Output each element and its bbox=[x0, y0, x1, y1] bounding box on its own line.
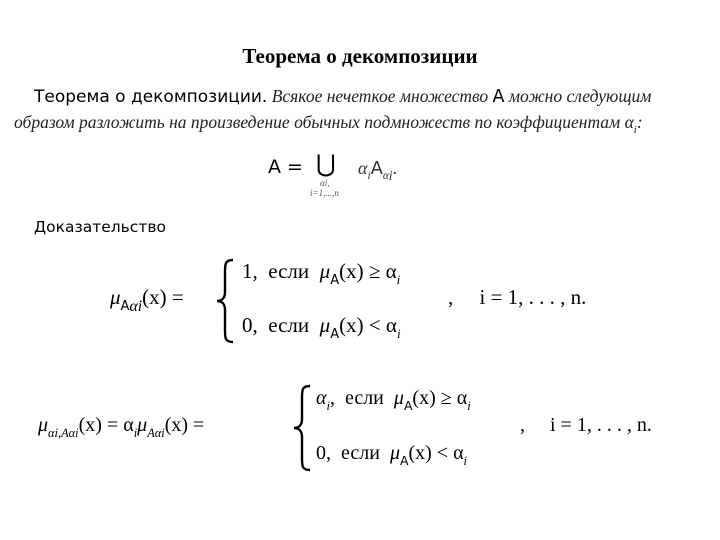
theorem-statement bbox=[14, 84, 714, 138]
f3-brace bbox=[290, 384, 314, 472]
colon: : bbox=[636, 112, 643, 132]
coef-sub: i bbox=[633, 123, 637, 136]
union-symbol: ⋃ bbox=[316, 152, 336, 178]
f2-tail: , i = 1, . . . , n. bbox=[448, 285, 587, 309]
theorem-text-part2: можно следующим образом разложить на произведение обычных подмножеств по коэффициентам bbox=[14, 86, 652, 132]
f2-case2: 0, если $\mu_A(x) < \alpha_i$ bbox=[242, 313, 401, 342]
f3-lhs: $\mu_{\alpha i,A\alpha i}(x) = \alpha_i\mu_{A\alpha i}(x)$ = bbox=[38, 414, 205, 440]
formula1-lhs: A = bbox=[268, 156, 303, 178]
f3-tail: , i = 1, . . . , n. bbox=[520, 414, 652, 436]
coef-alpha: α bbox=[624, 112, 634, 132]
f2-brace bbox=[213, 258, 237, 344]
union-under-bottom: i=1,...,n bbox=[310, 188, 339, 198]
f3-case1: $\alpha_i$, если $\mu_A(x) \ge \alpha_i$ bbox=[316, 387, 471, 413]
f2-lhs: $\mu_{A\alpha i}(x)$ = bbox=[110, 285, 184, 316]
formula1-rhs: $\alpha_iA_{\alpha i}$. bbox=[358, 158, 398, 184]
proof-label: Доказательство bbox=[34, 218, 166, 236]
union-under-top: αi, bbox=[320, 178, 330, 188]
set-symbol: A bbox=[492, 87, 505, 107]
theorem-text-part1: Всякое нечеткое множество bbox=[271, 86, 489, 106]
f2-case1: 1, если $\mu_A(x) \ge \alpha_i$ bbox=[242, 259, 401, 288]
theorem-lead: Теорема о декомпозиции. bbox=[34, 87, 268, 107]
slide-title: Теорема о декомпозиции bbox=[242, 44, 478, 68]
f3-case2: 0, если $\mu_A(x) < \alpha_i$ bbox=[316, 442, 467, 468]
decomposition-formula bbox=[268, 150, 448, 200]
